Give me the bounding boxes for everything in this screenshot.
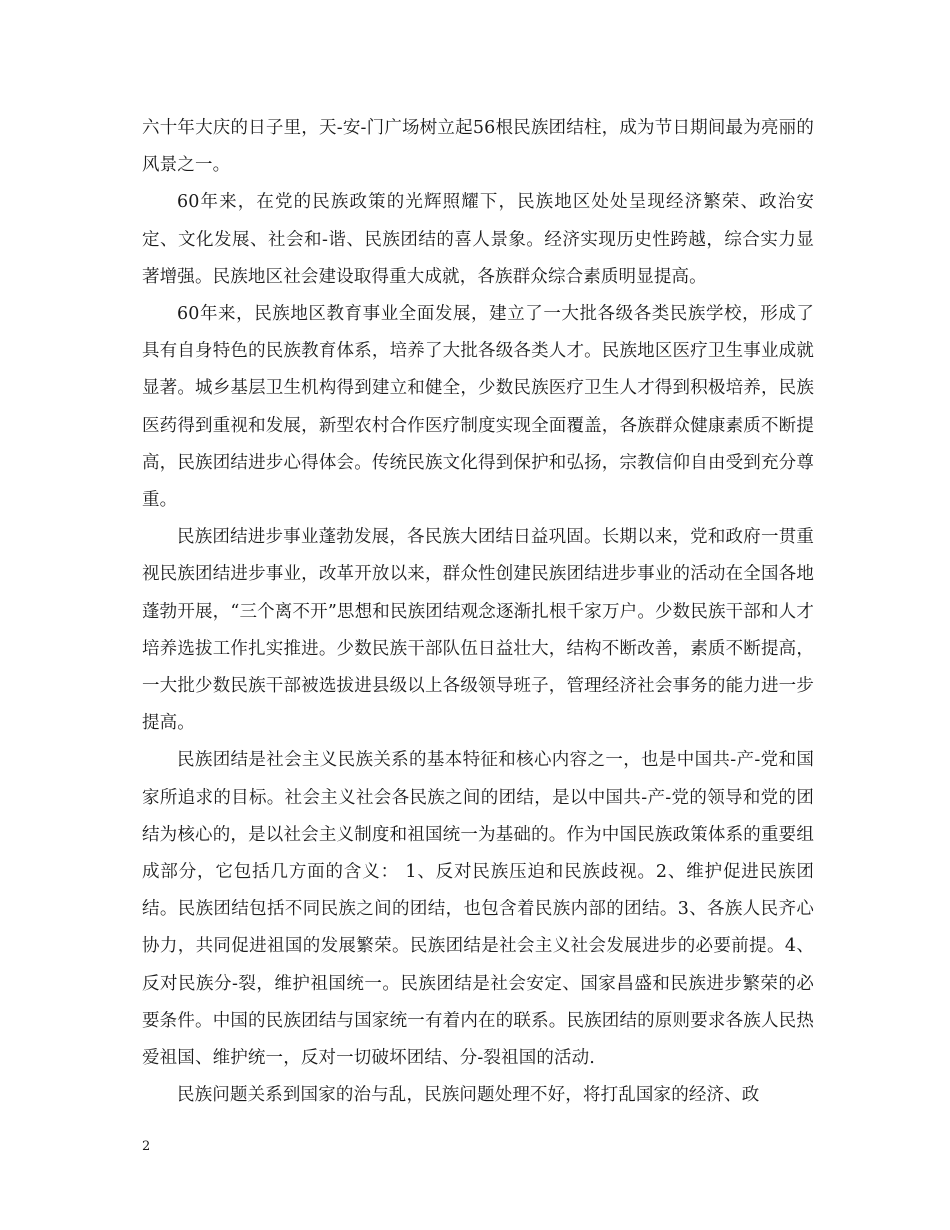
page-number: 2 (142, 1139, 151, 1154)
paragraph-4: 民族团结进步事业蓬勃发展，各民族大团结日益巩固。长期以来，党和政府一贯重视民族团结进步事业，改革开放以来，群众性创建民族团结进步事业的活动在全国各地蓬勃开展，“三个离不开”思想和民族团结观念逐渐扎根千家万户。少数民族干部和人才培养选拔工作扎实推进。少数民族干部队伍日益壮大，结构不断改善，素质不断提高，一大批少数民族干部被选拔进县级以上各级领导班子，管理经济社会事务的能力进一步提高。 (142, 527, 814, 734)
paragraph-1: 六十年大庆的日子里，天-安-门广场树立起56根民族团结柱，成为节日期间最为亮丽的风景之一。 (142, 118, 814, 176)
paragraph-6: 民族问题关系到国家的治与乱，民族问题处理不好，将打乱国家的经济、政 (177, 1085, 760, 1106)
paragraph-3: 60年来，民族地区教育事业全面发展，建立了一大批各级各类民族学校，形成了具有自身特色的民族教育体系，培养了大批各级各类人才。民族地区医疗卫生事业成就显著。城乡基层卫生机构得到建立和健全，少数民族医疗卫生人才得到积极培养，民族医药得到重视和发展，新型农村合作医疗制度实现全面覆盖，各族群众健康素质不断提高，民族团结进步心得体会。传统民族文化得到保护和弘扬，宗教信仰自由受到充分尊重。 (142, 304, 814, 511)
paragraph-2: 60年来，在党的民族政策的光辉照耀下，民族地区处处呈现经济繁荣、政治安定、文化发展、社会和-谐、民族团结的喜人景象。经济实现历史性跨越，综合实力显著增强。民族地区社会建设取得重大成就，各族群众综合素质明显提高。 (142, 192, 814, 287)
document-body (142, 110, 814, 1114)
paragraph-5: 民族团结是社会主义民族关系的基本特征和核心内容之一，也是中国共-产-党和国家所追求的目标。社会主义社会各民族之间的团结，是以中国共-产-党的领导和党的团结为核心的，是以社会主义制度和祖国统一为基础的。作为中国民族政策体系的重要组成部分，它包括几方面的含义： 1、反对民族压迫和民族歧视。2、维护促进民族团结。民族团结包括不同民族之间的团结，也包含着民族内部的团结。3、各族人民齐心协力，共同促进祖国的发展繁荣。民族团结是社会主义社会发展进步的必要前提。4、反对民族分-裂，维护祖国统一。民族团结是社会安定、国家昌盛和民族进步繁荣的必要条件。中国的民族团结与国家统一有着内在的联系。民族团结的原则要求各族人民热爱祖国、维护统一，反对一切破坏团结、分-裂祖国的活动. (142, 750, 814, 1069)
